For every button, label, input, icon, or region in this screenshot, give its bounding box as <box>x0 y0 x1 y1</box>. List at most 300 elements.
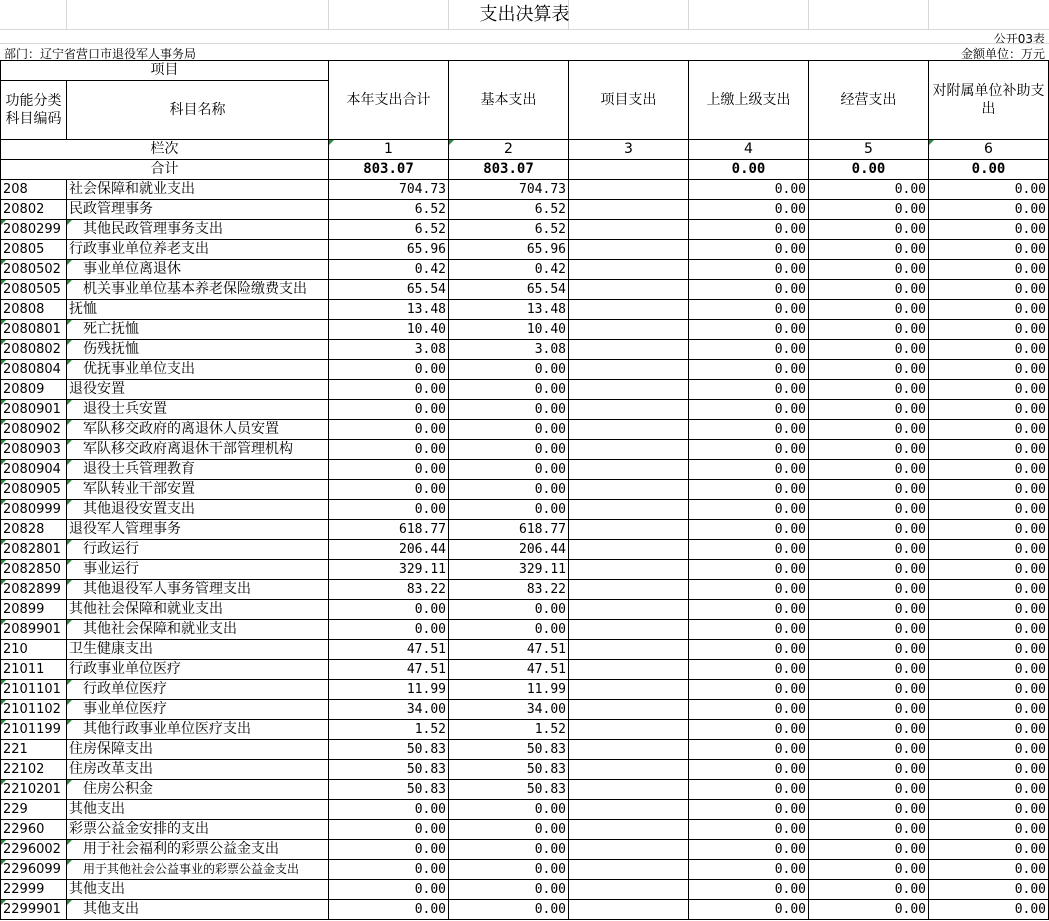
row-upper: 0.00 <box>689 740 809 760</box>
row-upper: 0.00 <box>689 600 809 620</box>
col-num: 5 <box>809 140 929 160</box>
row-upper: 0.00 <box>689 440 809 460</box>
table-row <box>1 400 1049 420</box>
col-num: 2 <box>449 140 569 160</box>
sum-subsidy: 0.00 <box>929 160 1049 180</box>
row-project <box>569 260 689 280</box>
row-name: 退役士兵安置 <box>67 400 329 420</box>
row-project <box>569 640 689 660</box>
table-row <box>1 640 1049 660</box>
row-total: 206.44 <box>329 540 449 560</box>
row-upper: 0.00 <box>689 560 809 580</box>
row-business: 0.00 <box>809 560 929 580</box>
row-basic: 0.00 <box>449 840 569 860</box>
row-basic: 50.83 <box>449 780 569 800</box>
table-row <box>1 280 1049 300</box>
table-row <box>1 560 1049 580</box>
table-row <box>1 480 1049 500</box>
row-name: 住房公积金 <box>67 780 329 800</box>
row-project <box>569 740 689 760</box>
row-upper: 0.00 <box>689 300 809 320</box>
row-code: 2080903 <box>1 440 67 460</box>
row-basic: 50.83 <box>449 760 569 780</box>
row-upper: 0.00 <box>689 420 809 440</box>
row-code: 2080299 <box>1 220 67 240</box>
row-upper: 0.00 <box>689 260 809 280</box>
unit-label: 金额单位：万元 <box>960 47 1045 61</box>
row-project <box>569 480 689 500</box>
row-basic: 47.51 <box>449 640 569 660</box>
row-total: 0.42 <box>329 260 449 280</box>
row-business: 0.00 <box>809 900 929 920</box>
row-code: 20802 <box>1 200 67 220</box>
row-basic: 0.00 <box>449 480 569 500</box>
table-row <box>1 600 1049 620</box>
row-basic: 0.00 <box>449 800 569 820</box>
row-business: 0.00 <box>809 860 929 880</box>
row-basic: 0.00 <box>449 900 569 920</box>
header-total: 本年支出合计 <box>329 61 449 140</box>
row-total: 6.52 <box>329 220 449 240</box>
row-upper: 0.00 <box>689 700 809 720</box>
row-total: 47.51 <box>329 640 449 660</box>
row-basic: 3.08 <box>449 340 569 360</box>
row-code: 2080502 <box>1 260 67 280</box>
table-row <box>1 880 1049 900</box>
row-upper: 0.00 <box>689 280 809 300</box>
row-business: 0.00 <box>809 240 929 260</box>
row-total: 0.00 <box>329 900 449 920</box>
row-name: 住房改革支出 <box>67 760 329 780</box>
row-upper: 0.00 <box>689 840 809 860</box>
row-upper: 0.00 <box>689 180 809 200</box>
row-upper: 0.00 <box>689 460 809 480</box>
row-basic: 0.00 <box>449 360 569 380</box>
header-upper: 上缴上级支出 <box>689 61 809 140</box>
row-business: 0.00 <box>809 400 929 420</box>
row-subsidy: 0.00 <box>929 260 1049 280</box>
col-num: 6 <box>929 140 1049 160</box>
row-name: 卫生健康支出 <box>67 640 329 660</box>
row-subsidy: 0.00 <box>929 300 1049 320</box>
row-subsidy: 0.00 <box>929 440 1049 460</box>
row-project <box>569 520 689 540</box>
row-total: 618.77 <box>329 520 449 540</box>
row-basic: 50.83 <box>449 740 569 760</box>
row-code: 2101101 <box>1 680 67 700</box>
row-code: 2082899 <box>1 580 67 600</box>
row-business: 0.00 <box>809 640 929 660</box>
table-row <box>1 620 1049 640</box>
row-business: 0.00 <box>809 220 929 240</box>
row-name: 抚恤 <box>67 300 329 320</box>
row-code: 20805 <box>1 240 67 260</box>
row-business: 0.00 <box>809 780 929 800</box>
row-business: 0.00 <box>809 420 929 440</box>
row-business: 0.00 <box>809 540 929 560</box>
row-code: 20828 <box>1 520 67 540</box>
row-project <box>569 500 689 520</box>
row-name: 事业运行 <box>67 560 329 580</box>
table-row <box>1 520 1049 540</box>
table-row <box>1 420 1049 440</box>
row-code: 2080801 <box>1 320 67 340</box>
row-project <box>569 440 689 460</box>
table-row <box>1 680 1049 700</box>
row-code: 221 <box>1 740 67 760</box>
row-subsidy: 0.00 <box>929 460 1049 480</box>
table-row <box>1 500 1049 520</box>
row-business: 0.00 <box>809 760 929 780</box>
row-upper: 0.00 <box>689 820 809 840</box>
table-row <box>1 780 1049 800</box>
row-name: 伤残抚恤 <box>67 340 329 360</box>
table-row <box>1 180 1049 200</box>
row-name: 行政运行 <box>67 540 329 560</box>
row-project <box>569 880 689 900</box>
row-business: 0.00 <box>809 800 929 820</box>
header-code: 功能分类科目编码 <box>1 81 67 140</box>
column-label: 栏次 <box>1 140 329 160</box>
sum-label: 合计 <box>1 160 329 180</box>
row-name: 彩票公益金安排的支出 <box>67 820 329 840</box>
row-business: 0.00 <box>809 260 929 280</box>
row-subsidy: 0.00 <box>929 520 1049 540</box>
row-name: 事业单位离退休 <box>67 260 329 280</box>
row-name: 死亡抚恤 <box>67 320 329 340</box>
row-project <box>569 700 689 720</box>
row-subsidy: 0.00 <box>929 420 1049 440</box>
table-row <box>1 320 1049 340</box>
table-row <box>1 820 1049 840</box>
row-project <box>569 720 689 740</box>
row-upper: 0.00 <box>689 380 809 400</box>
row-upper: 0.00 <box>689 900 809 920</box>
row-total: 65.96 <box>329 240 449 260</box>
row-basic: 0.00 <box>449 500 569 520</box>
sum-project <box>569 160 689 180</box>
row-business: 0.00 <box>809 840 929 860</box>
row-upper: 0.00 <box>689 780 809 800</box>
row-code: 2080902 <box>1 420 67 440</box>
row-subsidy: 0.00 <box>929 340 1049 360</box>
grid-line <box>0 43 1049 44</box>
row-upper: 0.00 <box>689 200 809 220</box>
row-project <box>569 580 689 600</box>
row-business: 0.00 <box>809 520 929 540</box>
row-name: 其他支出 <box>67 800 329 820</box>
table-row <box>1 800 1049 820</box>
table-row <box>1 340 1049 360</box>
row-code: 2210201 <box>1 780 67 800</box>
header-name: 科目名称 <box>67 81 329 140</box>
row-code: 2080804 <box>1 360 67 380</box>
row-total: 50.83 <box>329 760 449 780</box>
row-basic: 704.73 <box>449 180 569 200</box>
row-upper: 0.00 <box>689 760 809 780</box>
table-row <box>1 580 1049 600</box>
row-business: 0.00 <box>809 360 929 380</box>
row-project <box>569 400 689 420</box>
row-business: 0.00 <box>809 480 929 500</box>
sum-business: 0.00 <box>809 160 929 180</box>
row-upper: 0.00 <box>689 360 809 380</box>
row-basic: 0.00 <box>449 880 569 900</box>
row-subsidy: 0.00 <box>929 740 1049 760</box>
table-row <box>1 720 1049 740</box>
row-basic: 0.00 <box>449 600 569 620</box>
row-business: 0.00 <box>809 180 929 200</box>
row-name: 军队移交政府的离退休人员安置 <box>67 420 329 440</box>
row-subsidy: 0.00 <box>929 840 1049 860</box>
row-total: 50.83 <box>329 780 449 800</box>
row-business: 0.00 <box>809 320 929 340</box>
row-business: 0.00 <box>809 680 929 700</box>
row-project <box>569 220 689 240</box>
row-upper: 0.00 <box>689 400 809 420</box>
row-code: 2082850 <box>1 560 67 580</box>
row-upper: 0.00 <box>689 720 809 740</box>
row-name: 用于社会福利的彩票公益金支出 <box>67 840 329 860</box>
row-code: 229 <box>1 800 67 820</box>
row-business: 0.00 <box>809 460 929 480</box>
row-basic: 47.51 <box>449 660 569 680</box>
row-total: 0.00 <box>329 360 449 380</box>
row-subsidy: 0.00 <box>929 360 1049 380</box>
row-upper: 0.00 <box>689 340 809 360</box>
row-basic: 83.22 <box>449 580 569 600</box>
row-code: 2082801 <box>1 540 67 560</box>
row-basic: 11.99 <box>449 680 569 700</box>
row-business: 0.00 <box>809 740 929 760</box>
row-subsidy: 0.00 <box>929 500 1049 520</box>
row-project <box>569 460 689 480</box>
row-subsidy: 0.00 <box>929 640 1049 660</box>
row-business: 0.00 <box>809 440 929 460</box>
row-subsidy: 0.00 <box>929 220 1049 240</box>
row-business: 0.00 <box>809 280 929 300</box>
row-total: 0.00 <box>329 600 449 620</box>
row-subsidy: 0.00 <box>929 780 1049 800</box>
row-name: 其他社会保障和就业支出 <box>67 600 329 620</box>
row-code: 2299901 <box>1 900 67 920</box>
row-subsidy: 0.00 <box>929 200 1049 220</box>
row-code: 2080505 <box>1 280 67 300</box>
row-total: 3.08 <box>329 340 449 360</box>
sum-upper: 0.00 <box>689 160 809 180</box>
row-business: 0.00 <box>809 660 929 680</box>
row-total: 47.51 <box>329 660 449 680</box>
row-subsidy: 0.00 <box>929 700 1049 720</box>
row-code: 2296099 <box>1 860 67 880</box>
row-name: 民政管理事务 <box>67 200 329 220</box>
row-project <box>569 660 689 680</box>
row-basic: 0.00 <box>449 620 569 640</box>
header-project: 项目支出 <box>569 61 689 140</box>
row-business: 0.00 <box>809 700 929 720</box>
row-code: 2101199 <box>1 720 67 740</box>
header-business: 经营支出 <box>809 61 929 140</box>
row-project <box>569 860 689 880</box>
row-subsidy: 0.00 <box>929 600 1049 620</box>
row-name: 事业单位医疗 <box>67 700 329 720</box>
row-project <box>569 200 689 220</box>
row-basic: 0.00 <box>449 440 569 460</box>
row-project <box>569 600 689 620</box>
row-code: 2089901 <box>1 620 67 640</box>
row-basic: 10.40 <box>449 320 569 340</box>
table-row <box>1 300 1049 320</box>
row-basic: 206.44 <box>449 540 569 560</box>
row-subsidy: 0.00 <box>929 180 1049 200</box>
row-business: 0.00 <box>809 200 929 220</box>
row-basic: 329.11 <box>449 560 569 580</box>
row-basic: 65.96 <box>449 240 569 260</box>
page-title: 支出决算表 <box>479 4 570 25</box>
row-total: 13.48 <box>329 300 449 320</box>
row-business: 0.00 <box>809 620 929 640</box>
row-subsidy: 0.00 <box>929 660 1049 680</box>
row-project <box>569 840 689 860</box>
row-basic: 0.00 <box>449 400 569 420</box>
row-project <box>569 900 689 920</box>
row-business: 0.00 <box>809 300 929 320</box>
row-project <box>569 320 689 340</box>
col-num: 1 <box>329 140 449 160</box>
row-project <box>569 680 689 700</box>
row-project <box>569 180 689 200</box>
row-business: 0.00 <box>809 880 929 900</box>
row-basic: 13.48 <box>449 300 569 320</box>
department-label: 部门：辽宁省营口市退役军人事务局 <box>4 47 197 61</box>
row-business: 0.00 <box>809 340 929 360</box>
row-total: 0.00 <box>329 460 449 480</box>
row-name: 退役安置 <box>67 380 329 400</box>
row-project <box>569 300 689 320</box>
row-subsidy: 0.00 <box>929 400 1049 420</box>
row-basic: 618.77 <box>449 520 569 540</box>
row-project <box>569 360 689 380</box>
row-subsidy: 0.00 <box>929 880 1049 900</box>
form-number: 公开03表 <box>993 32 1045 46</box>
row-total: 0.00 <box>329 420 449 440</box>
table-row <box>1 540 1049 560</box>
row-basic: 34.00 <box>449 700 569 720</box>
row-code: 2080901 <box>1 400 67 420</box>
row-name: 其他退役安置支出 <box>67 500 329 520</box>
row-total: 11.99 <box>329 680 449 700</box>
col-num: 3 <box>569 140 689 160</box>
row-name: 优抚事业单位支出 <box>67 360 329 380</box>
row-subsidy: 0.00 <box>929 760 1049 780</box>
row-business: 0.00 <box>809 380 929 400</box>
row-name: 行政事业单位养老支出 <box>67 240 329 260</box>
row-code: 22960 <box>1 820 67 840</box>
row-code: 2080905 <box>1 480 67 500</box>
row-subsidy: 0.00 <box>929 540 1049 560</box>
row-name: 住房保障支出 <box>67 740 329 760</box>
row-subsidy: 0.00 <box>929 320 1049 340</box>
row-total: 0.00 <box>329 620 449 640</box>
row-upper: 0.00 <box>689 540 809 560</box>
row-upper: 0.00 <box>689 240 809 260</box>
row-total: 6.52 <box>329 200 449 220</box>
row-business: 0.00 <box>809 720 929 740</box>
row-project <box>569 800 689 820</box>
row-project <box>569 820 689 840</box>
row-name: 机关事业单位基本养老保险缴费支出 <box>67 280 329 300</box>
row-total: 0.00 <box>329 840 449 860</box>
row-basic: 0.00 <box>449 420 569 440</box>
row-business: 0.00 <box>809 820 929 840</box>
header-basic: 基本支出 <box>449 61 569 140</box>
row-project <box>569 340 689 360</box>
row-basic: 6.52 <box>449 220 569 240</box>
row-project <box>569 760 689 780</box>
row-total: 0.00 <box>329 820 449 840</box>
table-body <box>1 180 1049 920</box>
row-subsidy: 0.00 <box>929 820 1049 840</box>
row-upper: 0.00 <box>689 640 809 660</box>
row-code: 2296002 <box>1 840 67 860</box>
grid-line <box>0 29 1049 30</box>
row-subsidy: 0.00 <box>929 240 1049 260</box>
row-name: 其他支出 <box>67 880 329 900</box>
row-subsidy: 0.00 <box>929 280 1049 300</box>
table-row <box>1 760 1049 780</box>
table-row <box>1 260 1049 280</box>
row-name: 退役士兵管理教育 <box>67 460 329 480</box>
row-name: 其他行政事业单位医疗支出 <box>67 720 329 740</box>
row-upper: 0.00 <box>689 660 809 680</box>
row-upper: 0.00 <box>689 800 809 820</box>
row-subsidy: 0.00 <box>929 900 1049 920</box>
row-code: 2080802 <box>1 340 67 360</box>
row-name: 其他支出 <box>67 900 329 920</box>
table-row <box>1 380 1049 400</box>
row-total: 0.00 <box>329 800 449 820</box>
row-name: 其他民政管理事务支出 <box>67 220 329 240</box>
row-basic: 6.52 <box>449 200 569 220</box>
sum-basic: 803.07 <box>449 160 569 180</box>
table-row <box>1 660 1049 680</box>
table-row <box>1 900 1049 920</box>
row-upper: 0.00 <box>689 620 809 640</box>
expenditure-table <box>0 60 1049 920</box>
row-subsidy: 0.00 <box>929 620 1049 640</box>
row-subsidy: 0.00 <box>929 560 1049 580</box>
row-code: 208 <box>1 180 67 200</box>
row-basic: 65.54 <box>449 280 569 300</box>
table-row <box>1 240 1049 260</box>
row-upper: 0.00 <box>689 580 809 600</box>
row-code: 2101102 <box>1 700 67 720</box>
row-upper: 0.00 <box>689 860 809 880</box>
row-name: 用于其他社会公益事业的彩票公益金支出 <box>67 860 329 880</box>
row-total: 0.00 <box>329 480 449 500</box>
table-row <box>1 700 1049 720</box>
row-total: 0.00 <box>329 380 449 400</box>
row-basic: 0.00 <box>449 860 569 880</box>
row-business: 0.00 <box>809 600 929 620</box>
row-project <box>569 540 689 560</box>
row-total: 0.00 <box>329 880 449 900</box>
row-code: 2080999 <box>1 500 67 520</box>
row-subsidy: 0.00 <box>929 380 1049 400</box>
row-total: 0.00 <box>329 440 449 460</box>
row-total: 1.52 <box>329 720 449 740</box>
table-row <box>1 460 1049 480</box>
